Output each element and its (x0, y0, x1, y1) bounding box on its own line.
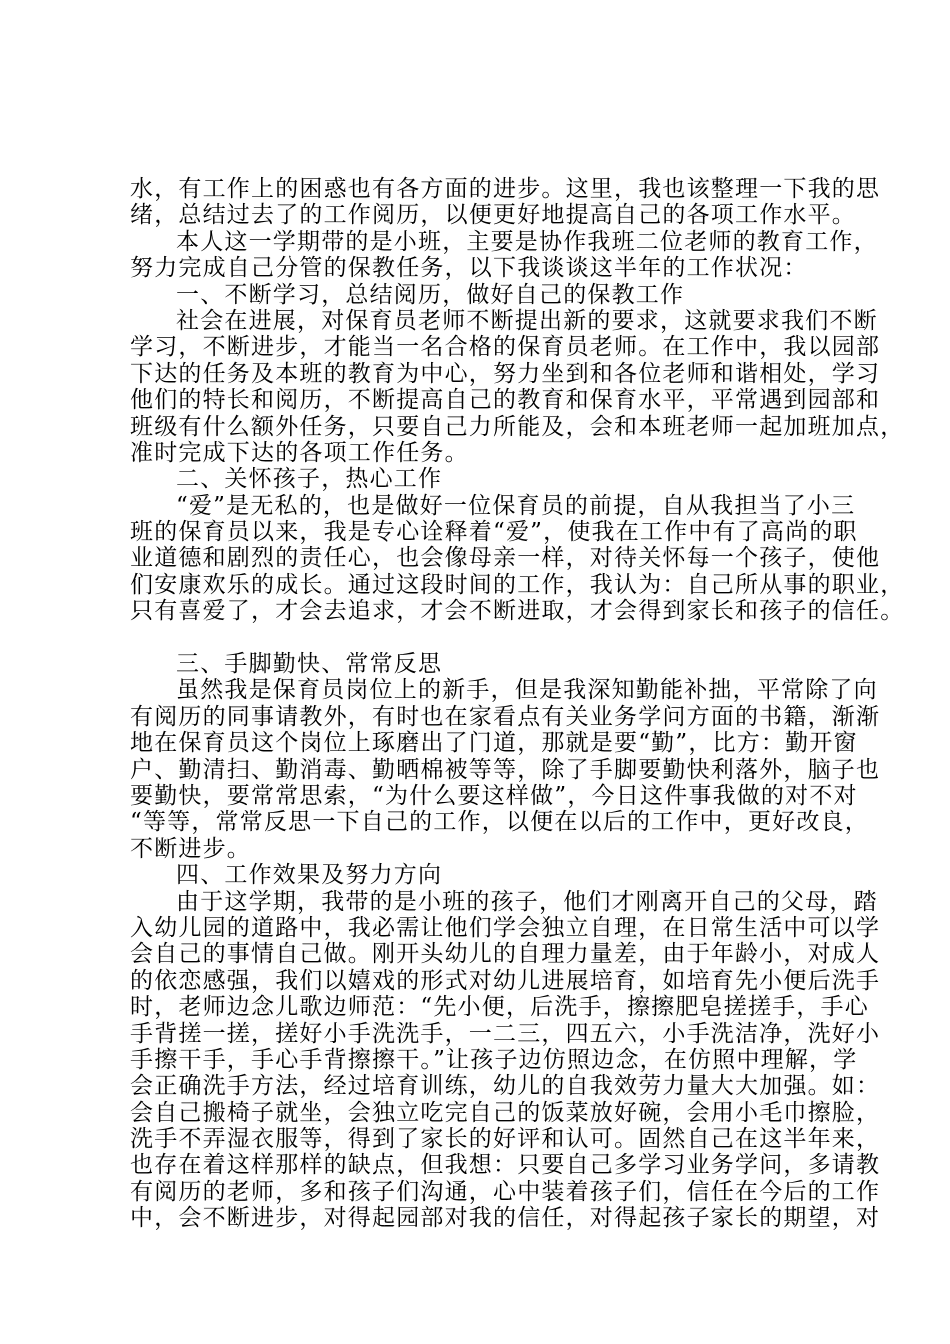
text-line: 中，会不断进步，对得起园部对我的信任，对得起孩子家长的期望，对 (130, 1205, 881, 1232)
text-line: 要勤快，要常常思索，“为什么要这样做”，今日这件事我做的对不对 (130, 782, 858, 809)
text-line: 手背搓一搓，搓好小手洗洗手，一二三，四五六，小手洗洁净，洗好小 (130, 1020, 881, 1047)
paragraph-first-line: 四、工作效果及努力方向 (176, 862, 443, 889)
paragraph-first-line: 由于这学期，我带的是小班的孩子，他们才刚离开自己的父母，踏 (176, 888, 878, 915)
text-line: 会正确洗手方法，经过培育训练，幼儿的自我效劳力量大大加强。如： (130, 1073, 881, 1100)
text-line: 有阅历的老师，多和孩子们沟通，心中装着孩子们，信任在今后的工作 (130, 1178, 881, 1205)
blank-line (130, 625, 850, 651)
text-line: 学习，不断进步，才能当一名合格的保育员老师。在工作中，我以园部 (130, 334, 881, 361)
text-line: 的依恋感强，我们以嬉戏的形式对幼儿进展培育，如培育先小便后洗手 (130, 967, 881, 994)
paragraph-first-line: 三、手脚勤快、常常反思 (176, 651, 443, 678)
text-line: 时，老师边念儿歌边师范：“先小便，后洗手，擦擦肥皂搓搓手，手心 (130, 994, 869, 1021)
text-line: 会自己的事情自己做。刚开头幼儿的自理力量差，由于年龄小，对成人 (130, 941, 881, 968)
text-line: 努力完成自己分管的保教任务，以下我谈谈这半年的工作状况： (130, 255, 808, 282)
text-line: 业道德和剧烈的责任心，也会像母亲一样，对待关怀每一个孩子，使他 (130, 545, 881, 572)
paragraph-first-line: 社会在进展，对保育员老师不断提出新的要求，这就要求我们不断 (176, 307, 878, 334)
paragraph-first-line: “爱”是无私的，也是做好一位保育员的前提，自从我担当了小三 (176, 492, 856, 519)
text-line: 绪，总结过去了的工作阅历，以便更好地提高自己的各项工作水平。 (130, 202, 856, 229)
text-line: 们安康欢乐的成长。通过这段时间的工作，我认为：自己所从事的职业， (130, 571, 905, 598)
text-line: 户、勤清扫、勤消毒、勤晒棉被等等，除了手脚要勤快利落外，脑子也 (130, 756, 881, 783)
text-line: 只有喜爱了，才会去追求，才会不断进取，才会得到家长和孩子的信任。 (130, 598, 905, 625)
paragraph-first-line: 二、关怀孩子，热心工作 (176, 466, 443, 493)
text-line: 下达的任务及本班的教育为中心，努力坐到和各位老师和谐相处，学习 (130, 360, 881, 387)
text-line: 不断进步。 (130, 835, 251, 862)
text-line: 手擦干手，手心手背擦擦干。”让孩子边仿照边念，在仿照中理解，学 (130, 1046, 858, 1073)
text-line: 入幼儿园的道路中，我必需让他们学会独立自理，在日常生活中可以学 (130, 914, 881, 941)
text-line: 班的保育员以来，我是专心诠释着“爱”，使我在工作中有了高尚的职 (130, 519, 858, 546)
text-line: 洗手不弄湿衣服等，得到了家长的好评和认可。固然自己在这半年来， (130, 1126, 881, 1153)
text-line: 准时完成下达的各项工作任务。 (130, 439, 469, 466)
paragraph-first-line: 本人这一学期带的是小班，主要是协作我班二位老师的教育工作， (176, 228, 878, 255)
text-line: 地在保育员这个岗位上琢磨出了门道，那就是要“勤”，比方：勤开窗 (130, 730, 858, 757)
text-line: 他们的特长和阅历，不断提高自己的教育和保育水平，平常遇到园部和 (130, 387, 881, 414)
text-line: 有阅历的同事请教外，有时也在家看点有关业务学问方面的书籍，渐渐 (130, 703, 881, 730)
text-line: “等等，常常反思一下自己的工作，以便在以后的工作中，更好改良， (130, 809, 869, 836)
document-body (130, 176, 905, 1232)
paragraph-first-line: 一、不断学习，总结阅历，做好自己的保教工作 (176, 281, 685, 308)
text-line: 班级有什么额外任务，只要自己力所能及，会和本班老师一起加班加点， (130, 413, 905, 440)
text-line: 也存在着这样那样的缺点，但我想：只要自己多学习业务学问，多请教 (130, 1152, 881, 1179)
text-line: 会自己搬椅子就坐，会独立吃完自己的饭菜放好碗，会用小毛巾擦脸， (130, 1099, 881, 1126)
paragraph-first-line: 虽然我是保育员岗位上的新手，但是我深知勤能补拙，平常除了向 (176, 677, 878, 704)
text-line: 水，有工作上的困惑也有各方面的进步。这里，我也该整理一下我的思 (130, 176, 881, 202)
